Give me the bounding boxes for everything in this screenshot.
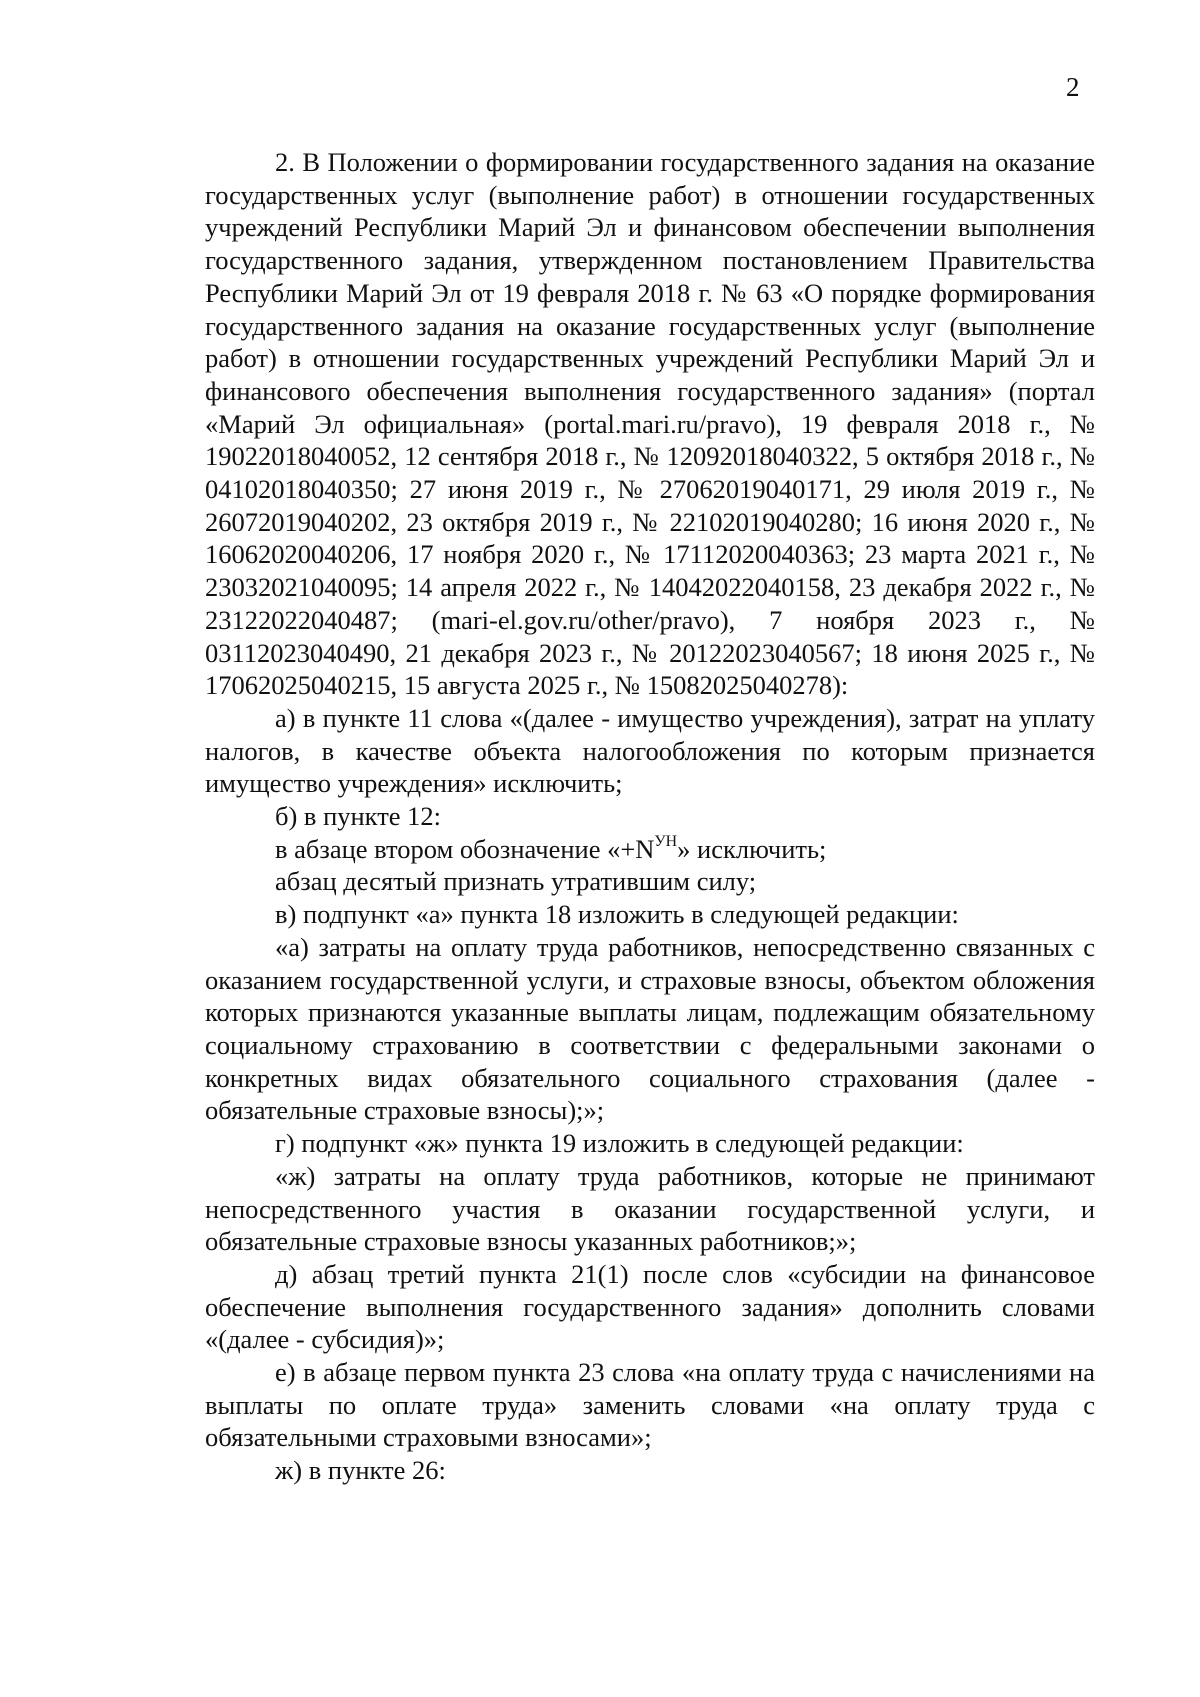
paragraph-item-b-subparagraph-2 <box>205 833 1095 866</box>
paragraph-item-e: е) в абзаце первом пункта 23 слова «на оплату труда с начислениями на выплаты по оплате труда» заменить словами «на оплату труда с обязательными страховыми взносами»; <box>205 1357 1095 1453</box>
paragraph-item-g: г) подпункт «ж» пункта 19 изложить в следующей редакции: <box>275 1128 964 1159</box>
paragraph-main-amendment: 2. В Положении о формировании государственного задания на оказание государственных услуг (выполнение работ) в отношении государственных учреждений Республики Марий Эл и финансовом обеспечении выполнения государственного задания, утвержденном постановлением Правительства Республики Марий Эл от 19 февраля 2018 г. № 63 «О порядке формирования государственного задания на оказание государственных услуг (выполнение работ) в отношении государственных учреждений Республики Марий Эл и финансового обеспечения выполнения государственного задания» (портал «Марий Эл официальная» (portal.mari.ru/pravo), 19 февраля 2018 г., № 19022018040052, 12 сентября 2018 г., № 12092018040322, 5 октября 2018 г., № 04102018040350; 27 июня 2019 г., № 27062019040171, 29 июля 2019 г., № 26072019040202, 23 октября 2019 г., № 22102019040280; 16 июня 2020 г., № 16062020040206, 17 ноября 2020 г., № 17112020040363; 23 марта 2021 г., № 23032021040095; 14 апреля 2022 г., № 14042022040158, 23 декабря 2022 г., № 23122022040487; (mari-el.gov.ru/other/pravo), 7 ноября 2023 г., № 03112023040490, 21 декабря 2023 г., № 20122023040567; 18 июня 2025 г., № 17062025040215, 15 августа 2025 г., № 15082025040278): <box>205 147 1095 701</box>
superscript-designation: УН <box>654 832 678 850</box>
text-before-superscript: в абзаце втором обозначение «+N <box>275 833 655 864</box>
paragraph-item-v: в) подпункт «а» пункта 18 изложить в следующей редакции: <box>275 899 959 930</box>
text-after-superscript: » исключить; <box>677 833 827 864</box>
paragraph-item-zh: ж) в пункте 26: <box>275 1455 446 1486</box>
paragraph-item-d: д) абзац третий пункта 21(1) после слов «субсидии на финансовое обеспечение выполнения государственного задания» дополнить словами «(далее - субсидия)»; <box>205 1258 1095 1355</box>
document-body <box>205 146 1095 1487</box>
paragraph-item-b: б) в пункте 12: <box>275 801 442 832</box>
paragraph-item-a: а) в пункте 11 слова «(далее - имущество учреждения), затрат на уплату налогов, в качестве объекта налогообложения по которым признается имущество учреждения» исключить; <box>205 702 1095 799</box>
paragraph-item-v-new-text: «а) затраты на оплату труда работников, непосредственно связанных с оказанием государственной услуги, и страховые взносы, объектом обложения которых признаются указанные выплаты лицам, подлежащим обязательному социальному страхованию в соответствии с федеральными законами о конкретных видах обязательного социального страхования (далее - обязательные страховые взносы);»; <box>205 931 1095 1126</box>
paragraph-item-b-subparagraph-10: абзац десятый признать утратившим силу; <box>275 866 757 897</box>
paragraph-item-g-new-text: «ж) затраты на оплату труда работников, которые не принимают непосредственного участия в оказании государственной услуги, и обязательные страховые взносы указанных работников;»; <box>205 1160 1095 1257</box>
page-number: 2 <box>1066 72 1080 102</box>
